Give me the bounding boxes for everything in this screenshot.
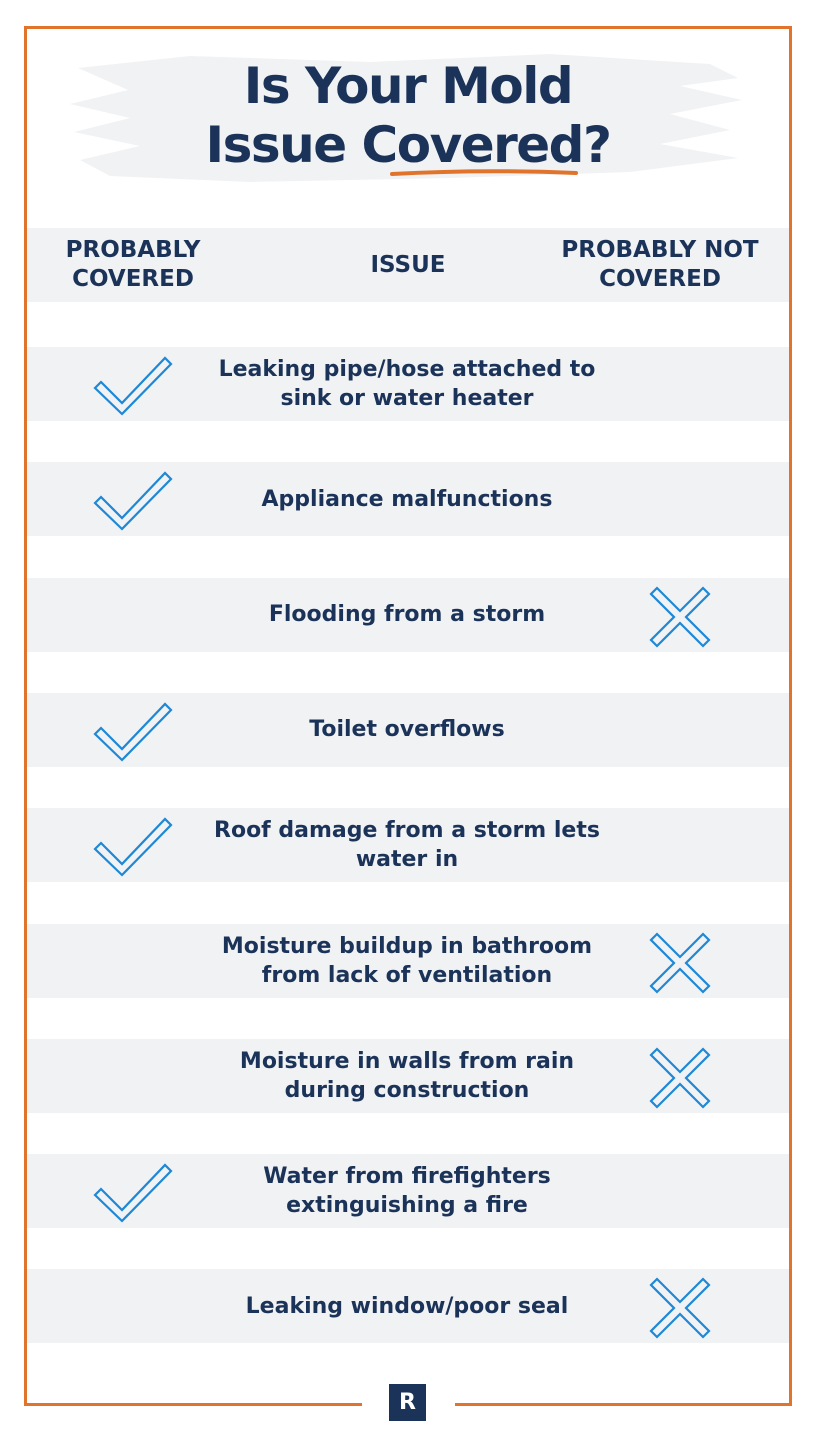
issue-text: Moisture in walls from rain during construction (239, 1048, 575, 1103)
brand-logo: R (389, 1384, 426, 1421)
title-line-1: Is Your Mold (243, 57, 573, 115)
table-row (27, 1039, 789, 1113)
table-header (27, 228, 789, 302)
title-line-2: Issue Covered? (205, 116, 611, 174)
issue-text: Appliance malfunctions (261, 486, 553, 512)
checkmark-icon (93, 1159, 173, 1227)
x-mark-icon (649, 932, 711, 998)
x-mark-icon (649, 586, 711, 652)
issue-text: Leaking window/poor seal (245, 1293, 569, 1319)
table-row (27, 1269, 789, 1343)
issue-text: Leaking pipe/hose attached to sink or water heater (218, 357, 596, 411)
issue-text: Moisture buildup in bathroom from lack of ventilation (221, 933, 593, 988)
checkmark-icon (93, 352, 173, 420)
x-mark-icon (649, 1277, 711, 1343)
title-underline (390, 168, 578, 178)
issue-text: Water from firefighters extinguishing a fire (263, 1164, 551, 1219)
issue-text: Roof damage from a storm lets water in (214, 818, 600, 873)
table-row (27, 808, 789, 882)
table-row (27, 462, 789, 536)
frame-bottom-left (24, 1403, 362, 1406)
checkmark-icon (93, 698, 173, 766)
frame-bottom-right (455, 1403, 792, 1406)
header-probably-not-covered: PROBABLY NOT COVERED (561, 237, 759, 292)
header-probably-covered: PROBABLY COVERED (65, 237, 201, 292)
x-mark-icon (649, 1047, 711, 1113)
issue-text: Flooding from a storm (268, 602, 546, 628)
checkmark-icon (93, 813, 173, 881)
table-row (27, 347, 789, 421)
table-row (27, 578, 789, 652)
checkmark-icon (93, 467, 173, 535)
issue-text: Toilet overflows (309, 717, 505, 743)
table-row (27, 1154, 789, 1228)
page-title (0, 57, 816, 175)
table-row (27, 693, 789, 767)
header-issue: ISSUE (370, 251, 446, 278)
table-row (27, 924, 789, 998)
